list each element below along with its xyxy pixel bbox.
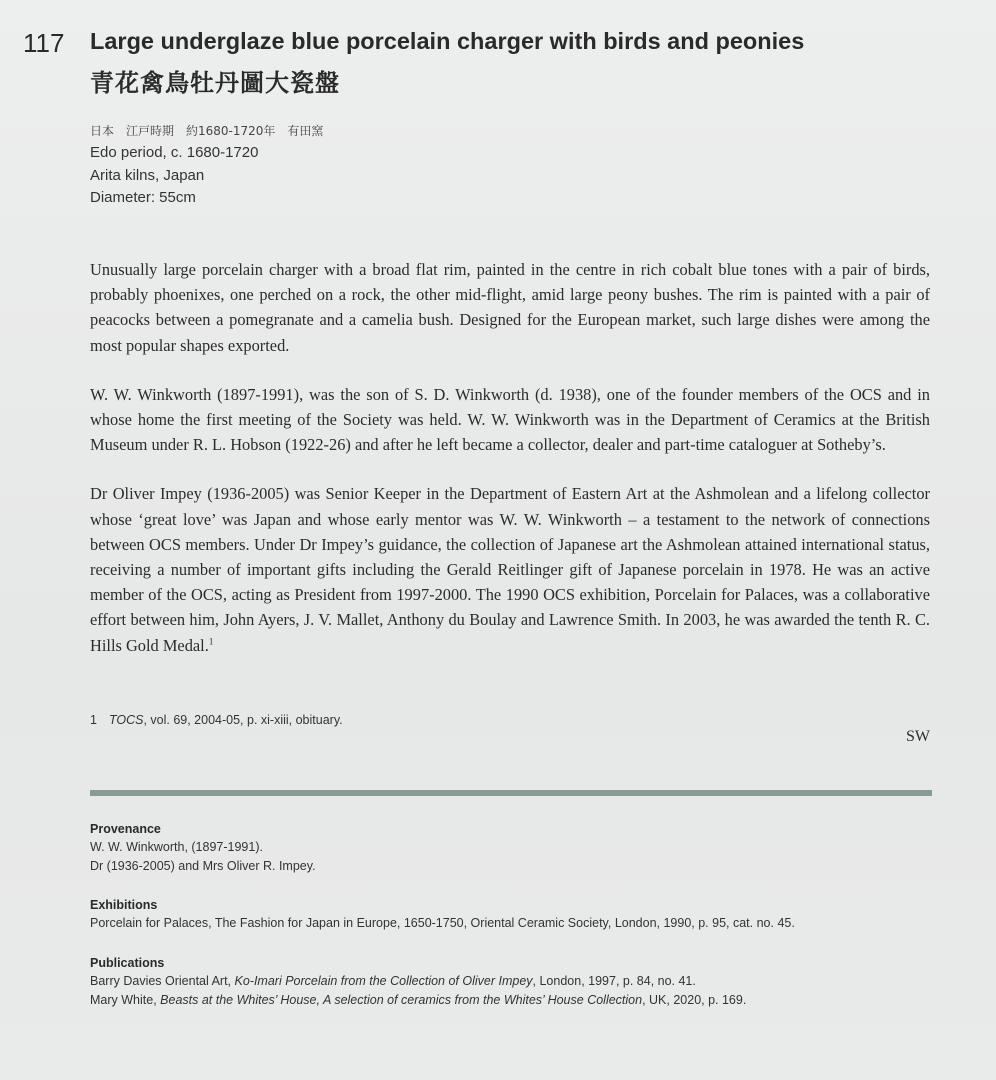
footnote-reference[interactable]: 1 [208,636,214,647]
provenance-heading: Provenance [90,822,161,836]
publication-title: Beasts at the Whites’ House, A selection of ceramics from the Whites’ House Collection [160,993,643,1007]
paragraph-description: Unusually large porcelain charger with a broad flat rim, painted in the centre in rich cobalt blue tones with a pair of birds, probably phoenixes, one perched on a rock, the other mid-flight, amid large peony bushes. The rim is painted with a pair of peacocks between a pomegranate and a camelia bush. Designed for the European market, such large dishes were among the most popular shapes exported. [90,260,930,355]
page-title-chinese: 青花禽鳥牡丹圖大瓷盤 [90,69,340,97]
publication-suffix: , London, 1997, p. 84, no. 41. [532,974,696,988]
provenance-section [90,820,316,876]
author-initials: SW [906,728,930,745]
paragraph-winkworth: W. W. Winkworth (1897-1991), was the son of S. D. Winkworth (d. 1938), one of the founder members of the OCS and in whose home the first meeting of the Society was held. W. W. Winkworth was in the Department of Ceramics at the British Museum under R. L. Hobson (1922-26) and after he left became a collector, dealer and part-time cataloguer at Sotheby’s. [90,384,930,455]
publication-prefix: Barry Davies Oriental Art, [90,974,235,988]
exhibition-item: Porcelain for Palaces, The Fashion for Japan in Europe, 1650-1750, Oriental Ceramic Society, London, 1990, p. 95, cat. no. 45. [90,916,795,930]
object-details [90,120,323,210]
publication-prefix: Mary White, [90,993,161,1007]
footnote-text: , vol. 69, 2004-05, p. xi-xiii, obituary. [143,713,343,727]
provenance-item: W. W. Winkworth, (1897-1991). [90,840,263,854]
footnote-number: 1 [90,713,97,727]
footnote-journal: TOCS [108,713,144,727]
paragraph-impey-text: Dr Oliver Impey (1936-2005) was Senior Keeper in the Department of Eastern Art at the Ashmolean and a lifelong collector whose ‘great love’ was Japan and whose early mentor was W. W. Winkworth – a testament to the network of connections between OCS members. Under Dr Impey’s guidance, the collection of Japanese art the Ashmolean attained international status, receiving a number of important gifts including the Gerald Reitlinger gift of Japanese porcelain in 1978. He was an active member of the OCS, acting as President from 1997-2000. The 1990 OCS exhibition, Porcelain for Palaces, was a collaborative effort between him, John Ayers, J. V. Mallet, Anthony du Boulay and Lawrence Smith. In 2003, he was awarded the tenth R. C. Hills Gold Medal. [90,484,930,655]
period-line: Edo period, c. 1680-1720 [90,144,259,161]
kilns-line: Arita kilns, Japan [90,166,205,184]
publication-suffix: , UK, 2020, p. 169. [642,993,747,1007]
publications-heading: Publications [90,956,165,970]
paragraph-impey [90,481,930,657]
publication-item [90,972,746,991]
lot-number: 117 [23,28,65,58]
provenance-item: Dr (1936-2005) and Mrs Oliver R. Impey. [90,859,316,873]
publications-section [90,954,746,1010]
essay-body [90,257,930,658]
diameter-line: Diameter: 55cm [90,189,196,206]
chinese-details-line: 日本 江戸時期 約1680-1720年 有田窯 [90,124,324,138]
publication-title: Ko-Imari Porcelain from the Collection of Oliver Impey [234,974,533,988]
page-title: Large underglaze blue porcelain charger with birds and peonies [90,28,805,54]
footnote [90,713,343,727]
section-divider [90,790,932,796]
publication-item [90,991,746,1010]
exhibitions-section [90,896,795,933]
exhibitions-heading: Exhibitions [90,898,158,912]
